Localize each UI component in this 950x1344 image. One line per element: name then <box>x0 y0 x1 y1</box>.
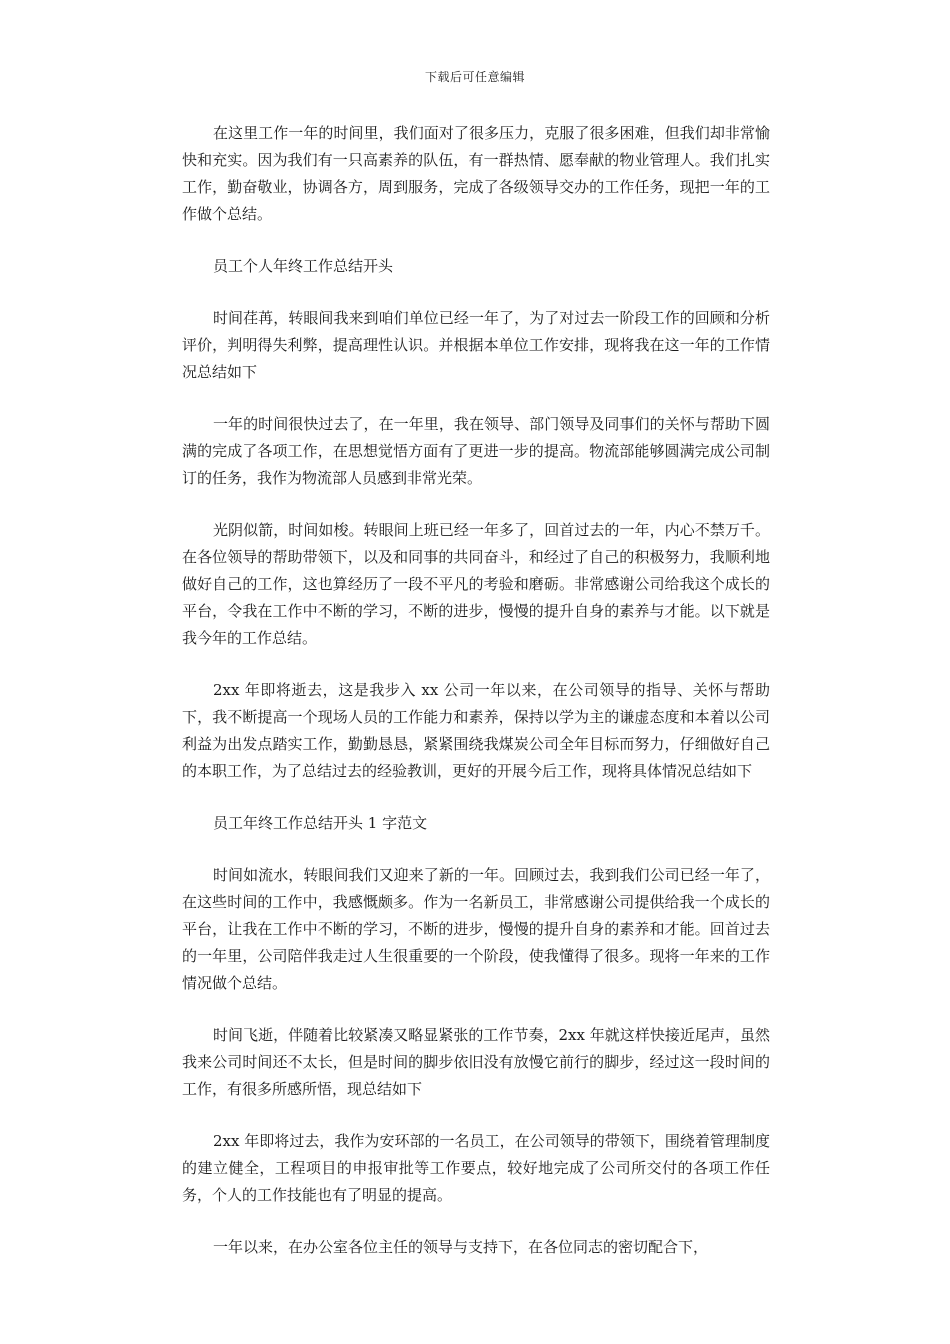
section-heading: 员工个人年终工作总结开头 <box>213 257 394 275</box>
paragraph: 一年以来，在办公室各位主任的领导与支持下，在各位同志的密切配合下， <box>213 1238 709 1256</box>
paragraph: 2xx 年即将逝去，这是我步入 xx 公司一年以来，在公司领导的指导、关怀与帮助下，我不断提高一个现场人员的工作能力和素养，保持以学为主的谦虚态度和本着以公司利益为出发点踏实工作，勤勤恳恳，紧紧围绕我煤炭公司全年目标而努力，仔细做好自己的本职工作，为了总结过去的经验教训，更好的开展今后工作，现将具体情况总结如下 <box>182 681 770 780</box>
document-body <box>182 120 770 1286</box>
paragraph: 2xx 年即将过去，我作为安环部的一名员工，在公司领导的带领下，围绕着管理制度的建立健全，工程项目的申报审批等工作要点，较好地完成了公司所交付的各项工作任务，个人的工作技能也有了明显的提高。 <box>182 1132 770 1204</box>
paragraph: 在这里工作一年的时间里，我们面对了很多压力，克服了很多困难，但我们却非常愉快和充实。因为我们有一只高素养的队伍，有一群热情、愿奉献的物业管理人。我们扎实工作，勤奋敬业，协调各方，周到服务，完成了各级领导交办的工作任务，现把一年的工作做个总结。 <box>182 124 770 223</box>
paragraph: 光阴似箭，时间如梭。转眼间上班已经一年多了，回首过去的一年，内心不禁万千。在各位领导的帮助带领下，以及和同事的共同奋斗，和经过了自己的积极努力，我顺利地做好自己的工作，这也算经历了一段不平凡的考验和磨砺。非常感谢公司给我这个成长的平台，令我在工作中不断的学习，不断的进步，慢慢的提升自身的素养与才能。以下就是我今年的工作总结。 <box>182 521 770 647</box>
page-header: 下载后可任意编辑 <box>424 70 525 84</box>
paragraph: 时间荏苒，转眼间我来到咱们单位已经一年了，为了对过去一阶段工作的回顾和分析评价，判明得失利弊，提高理性认识。并根据本单位工作安排，现将我在这一年的工作情况总结如下 <box>182 309 770 381</box>
paragraph: 一年的时间很快过去了，在一年里，我在领导、部门领导及同事们的关怀与帮助下圆满的完成了各项工作，在思想觉悟方面有了更进一步的提高。物流部能够圆满完成公司制订的任务，我作为物流部人员感到非常光荣。 <box>182 415 770 487</box>
paragraph: 时间飞逝，伴随着比较紧凑又略显紧张的工作节奏，2xx 年就这样快接近尾声，虽然我来公司时间还不太长，但是时间的脚步依旧没有放慢它前行的脚步，经过这一段时间的工作，有很多所感所悟，现总结如下 <box>182 1026 770 1098</box>
section-heading: 员工年终工作总结开头 1 字范文 <box>213 814 428 832</box>
paragraph: 时间如流水，转眼间我们又迎来了新的一年。回顾过去，我到我们公司已经一年了，在这些时间的工作中，我感慨颇多。作为一名新员工，非常感谢公司提供给我一个成长的平台，让我在工作中不断的学习，不断的进步，慢慢的提升自身的素养和才能。回首过去的一年里，公司陪伴我走过人生很重要的一个阶段，使我懂得了很多。现将一年来的工作情况做个总结。 <box>182 866 770 992</box>
